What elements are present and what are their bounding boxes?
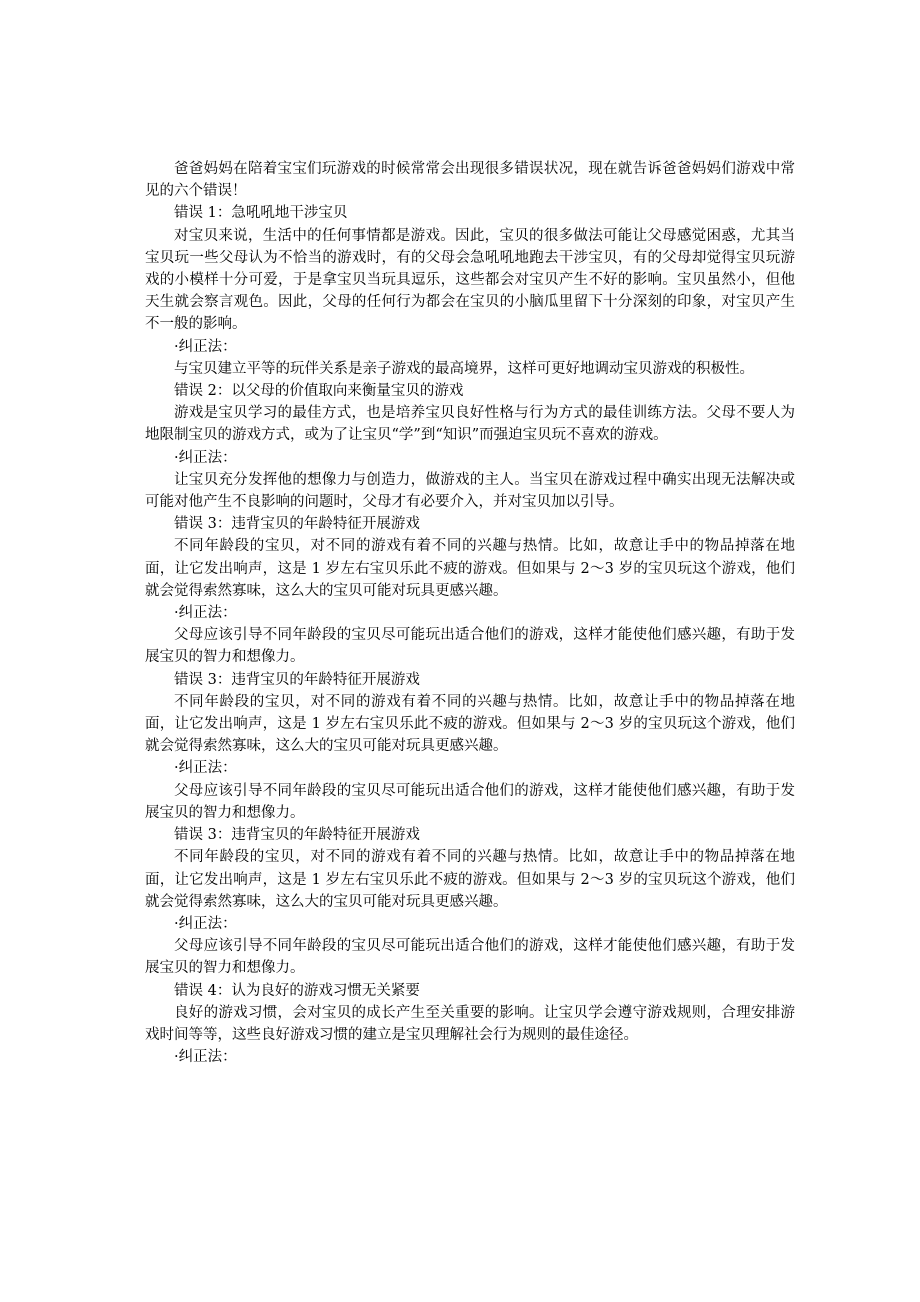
body-paragraph: 良好的游戏习惯，会对宝贝的成长产生至关重要的影响。让宝贝学会遵守游戏规则，合理安排游戏时间等等，这些良好游戏习惯的建立是宝贝理解社会行为规则的最佳途径。 (145, 1004, 795, 1043)
correction-label: ·纠正法： (174, 1049, 237, 1066)
correction-label: ·纠正法： (174, 338, 237, 355)
correction-label: ·纠正法： (174, 760, 237, 777)
body-paragraph: 让宝贝充分发挥他的想像力与创造力，做游戏的主人。当宝贝在游戏过程中确实出现无法解决或可能对他产生不良影响的问题时，父母才有必要介入，并对宝贝加以引导。 (145, 471, 795, 511)
body-paragraph: 对宝贝来说，生活中的任何事情都是游戏。因此，宝贝的很多做法可能让父母感觉困惑，尤其当宝贝玩一些父母认为不恰当的游戏时，有的父母会急吼吼地跑去干涉宝贝，有的父母却觉得宝贝玩游戏的小模样十分可爱，于是拿宝贝当玩具逗乐，这些都会对宝贝产生不好的影响。宝贝虽然小，但他天生就会察言观色。因此，父母的任何行为都会在宝贝的小脑瓜里留下十分深刻的印象，对宝贝产生不一般的影响。 (145, 227, 795, 333)
intro-paragraph: 爸爸妈妈在陪着宝宝们玩游戏的时候常常会出现很多错误状况，现在就告诉爸爸妈妈们游戏中常见的六个错误！ (145, 161, 795, 200)
body-paragraph: 不同年龄段的宝贝，对不同的游戏有着不同的兴趣与热情。比如，故意让手中的物品掉落在地面，让它发出响声，这是 1 岁左右宝贝乐此不疲的游戏。但如果与 2～3 岁的宝贝玩这个游戏，他们就会觉得索然寡味，这么大的宝贝可能对玩具更感兴趣。 (145, 538, 795, 599)
body-paragraph: 与宝贝建立平等的玩伴关系是亲子游戏的最高境界，这样可更好地调动宝贝游戏的积极性。 (174, 360, 754, 377)
mistake-heading: 错误 1：急吼吼地干涉宝贝 (174, 205, 348, 222)
body-paragraph: 父母应该引导不同年龄段的宝贝尽可能玩出适合他们的游戏，这样才能使他们感兴趣，有助于发展宝贝的智力和想像力。 (145, 938, 795, 977)
mistake-heading: 错误 4：认为良好的游戏习惯无关紧要 (174, 982, 420, 999)
body-paragraph: 不同年龄段的宝贝，对不同的游戏有着不同的兴趣与热情。比如，故意让手中的物品掉落在地面，让它发出响声，这是 1 岁左右宝贝乐此不疲的游戏。但如果与 2～3 岁的宝贝玩这个游戏，他们就会觉得索然寡味，这么大的宝贝可能对玩具更感兴趣。 (145, 849, 795, 910)
body-paragraph: 父母应该引导不同年龄段的宝贝尽可能玩出适合他们的游戏，这样才能使他们感兴趣，有助于发展宝贝的智力和想像力。 (145, 627, 795, 666)
correction-label: ·纠正法： (174, 915, 237, 932)
mistake-heading: 错误 3：违背宝贝的年龄特征开展游戏 (174, 516, 420, 533)
correction-label: ·纠正法： (174, 449, 237, 466)
mistake-heading: 错误 3：违背宝贝的年龄特征开展游戏 (174, 671, 420, 688)
document-body (145, 158, 795, 1068)
body-paragraph: 父母应该引导不同年龄段的宝贝尽可能玩出适合他们的游戏，这样才能使他们感兴趣，有助于发展宝贝的智力和想像力。 (145, 782, 795, 821)
mistake-heading: 错误 3：违背宝贝的年龄特征开展游戏 (174, 827, 420, 844)
mistake-heading: 错误 2：以父母的价值取向来衡量宝贝的游戏 (174, 383, 464, 400)
correction-label: ·纠正法： (174, 605, 237, 622)
body-paragraph: 不同年龄段的宝贝，对不同的游戏有着不同的兴趣与热情。比如，故意让手中的物品掉落在地面，让它发出响声，这是 1 岁左右宝贝乐此不疲的游戏。但如果与 2～3 岁的宝贝玩这个游戏，他们就会觉得索然寡味，这么大的宝贝可能对玩具更感兴趣。 (145, 693, 795, 755)
body-paragraph: 游戏是宝贝学习的最佳方式，也是培养宝贝良好性格与行为方式的最佳训练方法。父母不要人为地限制宝贝的游戏方式，或为了让宝贝“学”到“知识”而强迫宝贝玩不喜欢的游戏。 (145, 405, 795, 444)
